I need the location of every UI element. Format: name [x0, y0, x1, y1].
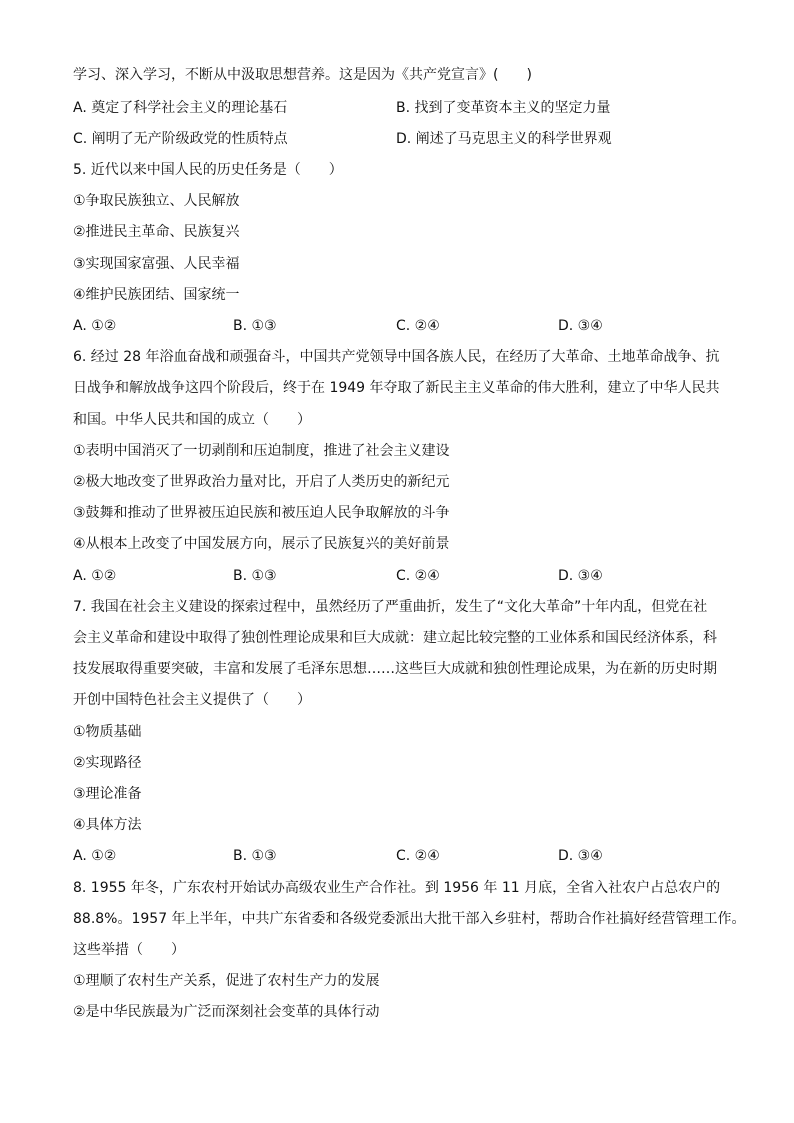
- q8-stem-line-3: 这些举措（ ）: [73, 942, 185, 958]
- q8-item-1: ①理顺了农村生产关系，促进了农村生产力的发展: [73, 973, 380, 989]
- q6-stem-line-2: 日战争和解放战争这四个阶段后，终于在 1949 年夺取了新民主主义革命的伟大胜利，建立了中华人民共: [73, 380, 720, 396]
- q7-option-a: A. ①②: [73, 848, 117, 864]
- q5-option-b: B. ①③: [233, 318, 277, 334]
- q6-stem-line-1: 6. 经过 28 年浴血奋战和顽强奋斗，中国共产党领导中国各族人民，在经历了大革命、土地革命战争、抗: [73, 349, 720, 365]
- q4-option-b: B. 找到了变革资本主义的坚定力量: [396, 100, 611, 116]
- q4-option-d: D. 阐述了马克思主义的科学世界观: [396, 131, 612, 147]
- q4-option-a: A. 奠定了科学社会主义的理论基石: [73, 100, 288, 116]
- q6-option-c: C. ②④: [396, 568, 440, 584]
- q5-options: [0, 316, 794, 336]
- q7-options: [0, 846, 794, 866]
- q5-item-1: ①争取民族独立、人民解放: [73, 193, 240, 209]
- q5-option-d: D. ③④: [558, 318, 603, 334]
- q5-stem: 5. 近代以来中国人民的历史任务是（ ）: [73, 162, 343, 178]
- q7-option-d: D. ③④: [558, 848, 603, 864]
- q4-options-row-2: [0, 129, 794, 149]
- q6-option-d: D. ③④: [558, 568, 603, 584]
- q7-stem-line-2: 会主义革命和建设中取得了独创性理论成果和巨大成就：建立起比较完整的工业体系和国民经济体系，科: [73, 630, 717, 646]
- q6-item-1: ①表明中国消灭了一切剥削和压迫制度，推进了社会主义建设: [73, 443, 450, 459]
- q8-stem-line-2: 88.8%。1957 年上半年，中共广东省委和各级党委派出大批干部入乡驻村，帮助合作社搞好经营管理工作。: [73, 911, 746, 927]
- q7-item-2: ②实现路径: [73, 755, 142, 771]
- q6-item-4: ④从根本上改变了中国发展方向，展示了民族复兴的美好前景: [73, 536, 450, 552]
- q6-stem-line-3: 和国。中华人民共和国的成立（ ）: [73, 412, 311, 428]
- q7-stem-line-1: 7. 我国在社会主义建设的探索过程中，虽然经历了严重曲折，发生了“文化大革命”十年内乱，但党在社: [73, 599, 708, 615]
- q5-item-4: ④维护民族团结、国家统一: [73, 287, 240, 303]
- q7-stem-line-4: 开创中国特色社会主义提供了（ ）: [73, 692, 311, 708]
- q5-option-c: C. ②④: [396, 318, 440, 334]
- q6-option-a: A. ①②: [73, 568, 117, 584]
- q8-item-2: ②是中华民族最为广泛而深刻社会变革的具体行动: [73, 1004, 380, 1020]
- q6-options: [0, 566, 794, 586]
- q7-item-3: ③理论准备: [73, 786, 142, 802]
- q5-option-a: A. ①②: [73, 318, 117, 334]
- q6-item-2: ②极大地改变了世界政治力量对比，开启了人类历史的新纪元: [73, 474, 450, 490]
- q8-stem-line-1: 8. 1955 年冬，广东农村开始试办高级农业生产合作社。到 1956 年 11 月底，全省入社农户占总农户的: [73, 880, 721, 896]
- q5-item-3: ③实现国家富强、人民幸福: [73, 256, 240, 272]
- q6-option-b: B. ①③: [233, 568, 277, 584]
- q7-stem-line-3: 技发展取得重要突破，丰富和发展了毛泽东思想……这些巨大成就和独创性理论成果，为在新的历史时期: [73, 661, 717, 677]
- q4-stem-continuation: 学习、深入学习，不断从中汲取思想营养。这是因为《共产党宣言》( ): [73, 67, 532, 83]
- q7-item-4: ④具体方法: [73, 817, 142, 833]
- q7-option-c: C. ②④: [396, 848, 440, 864]
- q6-item-3: ③鼓舞和推动了世界被压迫民族和被压迫人民争取解放的斗争: [73, 505, 450, 521]
- q4-options-row-1: [0, 98, 794, 118]
- q7-item-1: ①物质基础: [73, 724, 142, 740]
- q4-option-c: C. 阐明了无产阶级政党的性质特点: [73, 131, 288, 147]
- q7-option-b: B. ①③: [233, 848, 277, 864]
- q5-item-2: ②推进民主革命、民族复兴: [73, 224, 240, 240]
